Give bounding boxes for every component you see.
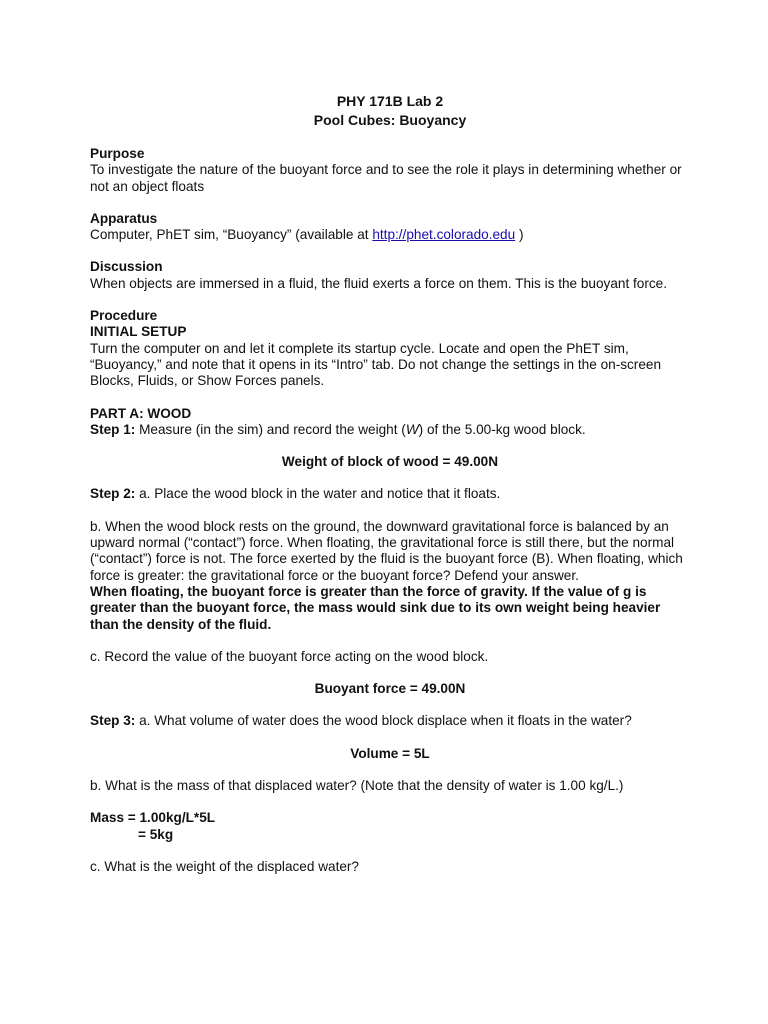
purpose-heading: Purpose xyxy=(90,146,145,161)
discussion-heading: Discussion xyxy=(90,259,163,275)
course-title: PHY 171B Lab 2 xyxy=(336,93,444,109)
mass-answer-line2: = 5kg xyxy=(138,826,174,842)
document-page xyxy=(90,92,690,875)
step1-variable: W xyxy=(405,421,419,437)
weight-answer: Weight of block of wood = 49.00N xyxy=(281,454,499,470)
step3a-body: a. What volume of water does the wood block displace when it floats in the water? xyxy=(135,713,632,729)
step2-label: Step 2: xyxy=(90,486,136,502)
initial-setup-heading: INITIAL SETUP xyxy=(90,324,187,340)
apparatus-text-after: ) xyxy=(515,227,524,243)
purpose-text: To investigate the nature of the buoyant force and to see the role it plays in determining whether or not an object floats xyxy=(90,162,682,194)
buoyant-force-answer: Buoyant force = 49.00N xyxy=(314,681,466,697)
step3-label: Step 3: xyxy=(90,713,136,729)
step3c-text: c. What is the weight of the displaced water? xyxy=(90,858,359,874)
part-a-heading: PART A: WOOD xyxy=(90,405,192,421)
step1-label: Step 1: xyxy=(90,421,136,437)
step3b-text: b. What is the mass of that displaced water? (Note that the density of water is 1.00 kg/L.) xyxy=(90,778,624,794)
apparatus-text-before: Computer, PhET sim, “Buoyancy” (available at xyxy=(90,227,373,243)
step2b-answer: When floating, the buoyant force is greater than the force of gravity. If the value of g is greater than the buoyant force, the mass would sink due to its own weight being heavier than the density of the fluid. xyxy=(90,583,661,632)
discussion-text: When objects are immersed in a fluid, the fluid exerts a force on them. This is the buoyant force. xyxy=(90,275,668,291)
step2a-body: a. Place the wood block in the water and notice that it floats. xyxy=(135,486,501,502)
lab-title: Pool Cubes: Buoyancy xyxy=(313,112,467,128)
mass-answer-line1: Mass = 1.00kg/L*5L xyxy=(90,810,216,826)
step1-before: Measure (in the sim) and record the weight ( xyxy=(135,421,406,437)
step2b-text: b. When the wood block rests on the ground, the downward gravitational force is balanced by an upward normal (“contact”) force. When floating, the gravitational force is still there, but the normal (“contact”) force is not. The force exerted by the fluid is the buoyant force (B). When floating, which force is greater: the gravitational force or the buoyant force? Defend your answer. xyxy=(90,518,683,583)
volume-answer: Volume = 5L xyxy=(350,745,430,761)
step1-after: ) of the 5.00-kg wood block. xyxy=(418,421,586,437)
step3a-text xyxy=(90,713,690,729)
apparatus-text xyxy=(90,227,690,243)
step2c-text: c. Record the value of the buoyant force acting on the wood block. xyxy=(90,648,489,664)
step2a-text xyxy=(90,486,690,502)
step1-text xyxy=(90,422,690,438)
apparatus-heading: Apparatus xyxy=(90,210,158,226)
phet-link[interactable]: http://phet.colorado.edu xyxy=(372,227,516,243)
procedure-text: Turn the computer on and let it complete its startup cycle. Locate and open the PhET sim, “Buoyancy,” and note that it opens in its “Intro” tab. Do not change the settings in the on-screen Blocks, Fluids, or Show Forces panels. xyxy=(90,340,662,389)
procedure-heading: Procedure xyxy=(90,308,158,324)
